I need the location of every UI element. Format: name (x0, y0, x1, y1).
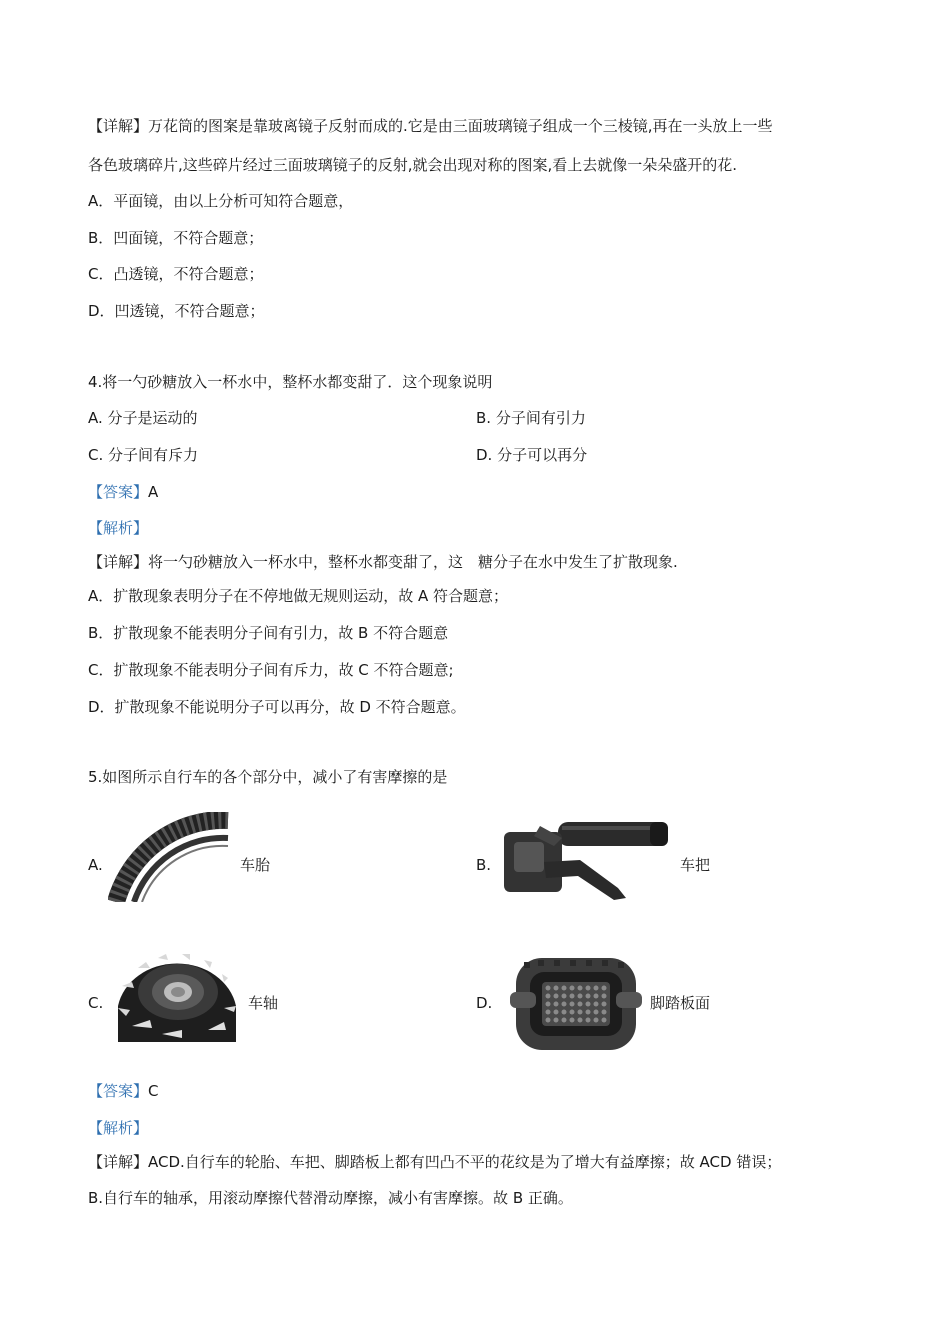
q4-analysis-a: A．扩散现象表明分子在不停地做无规则运动，故 A 符合题意； (88, 587, 509, 605)
q5-option-c-letter: C. (88, 994, 104, 1012)
q5-stem: 5.如图所示自行车的各个部分中，减小了有害摩擦的是 (88, 768, 448, 786)
q4-option-a: A. 分子是运动的 (88, 409, 198, 427)
q5-detail-line2: B.自行车的轴承，用滚动摩擦代替滑动摩擦，减小有害摩擦。故 B 正确。 (88, 1189, 573, 1207)
q3-analysis-a: A．平面镜，由以上分析可知符合题意， (88, 192, 354, 210)
q4-analysis-c: C．扩散现象不能表明分子间有斥力，故 C 不符合题意; (88, 661, 454, 679)
q5-detail-line1: 【详解】ACD.自行车的轮胎、车把、脚踏板上都有凹凸不平的花纹是为了增大有益摩擦；故 ACD 错误； (88, 1153, 782, 1171)
q5-option-a-letter: A. (88, 856, 103, 874)
pedal-image (508, 950, 642, 1054)
q3-analysis-c: C．凸透镜，不符合题意； (88, 265, 264, 283)
q4-answer-tag: 【答案】 (88, 483, 149, 501)
hub-image (112, 946, 242, 1042)
q5-answer-tag: 【答案】 (88, 1082, 149, 1100)
q3-detail-line1: 【详解】万花筒的图案是靠玻离镜子反射而成的.它是由三面玻璃镜子组成一个三棱镜,再在一头放上一些 (88, 117, 773, 135)
q4-analysis-tag: 【解析】 (88, 519, 149, 537)
q5-option-d-label: 脚踏板面 (650, 994, 711, 1012)
q5-option-c-label: 车轴 (248, 994, 279, 1012)
q4-option-c: C. 分子间有斥力 (88, 446, 199, 464)
q5-option-a-label: 车胎 (240, 856, 271, 874)
q3-analysis-b: B．凹面镜，不符合题意； (88, 229, 264, 247)
q4-option-d: D. 分子可以再分 (476, 446, 588, 464)
q3-analysis-d: D．凹透镜，不符合题意； (88, 302, 265, 320)
q3-detail-line2: 各色玻璃碎片,这些碎片经过三面玻璃镜子的反射,就会出现对称的图案,看上去就像一朵朵盛开的花. (88, 156, 738, 174)
q5-answer-value: C (148, 1082, 159, 1100)
q4-analysis-b: B．扩散现象不能表明分子间有引力，故 B 不符合题意 (88, 624, 449, 642)
q5-analysis-tag: 【解析】 (88, 1119, 149, 1137)
tire-image (108, 812, 236, 902)
q4-detail: 【详解】将一勺砂糖放入一杯水中，整杯水都变甜了，这 糖分子在水中发生了扩散现象. (88, 553, 678, 571)
q4-stem: 4.将一勺砂糖放入一杯水中，整杯水都变甜了．这个现象说明 (88, 373, 493, 391)
q5-answer (88, 1081, 159, 1101)
handlebar-image (500, 818, 672, 904)
q5-option-b-letter: B. (476, 856, 492, 874)
q5-option-b-label: 车把 (680, 856, 711, 874)
q4-option-b: B. 分子间有引力 (476, 409, 586, 427)
q5-option-d-letter: D. (476, 994, 493, 1012)
q4-analysis-d: D．扩散现象不能说明分子可以再分，故 D 不符合题意。 (88, 698, 466, 716)
q4-answer (88, 482, 158, 502)
q4-answer-value: A (148, 483, 159, 501)
pedal-tread (542, 982, 610, 1026)
